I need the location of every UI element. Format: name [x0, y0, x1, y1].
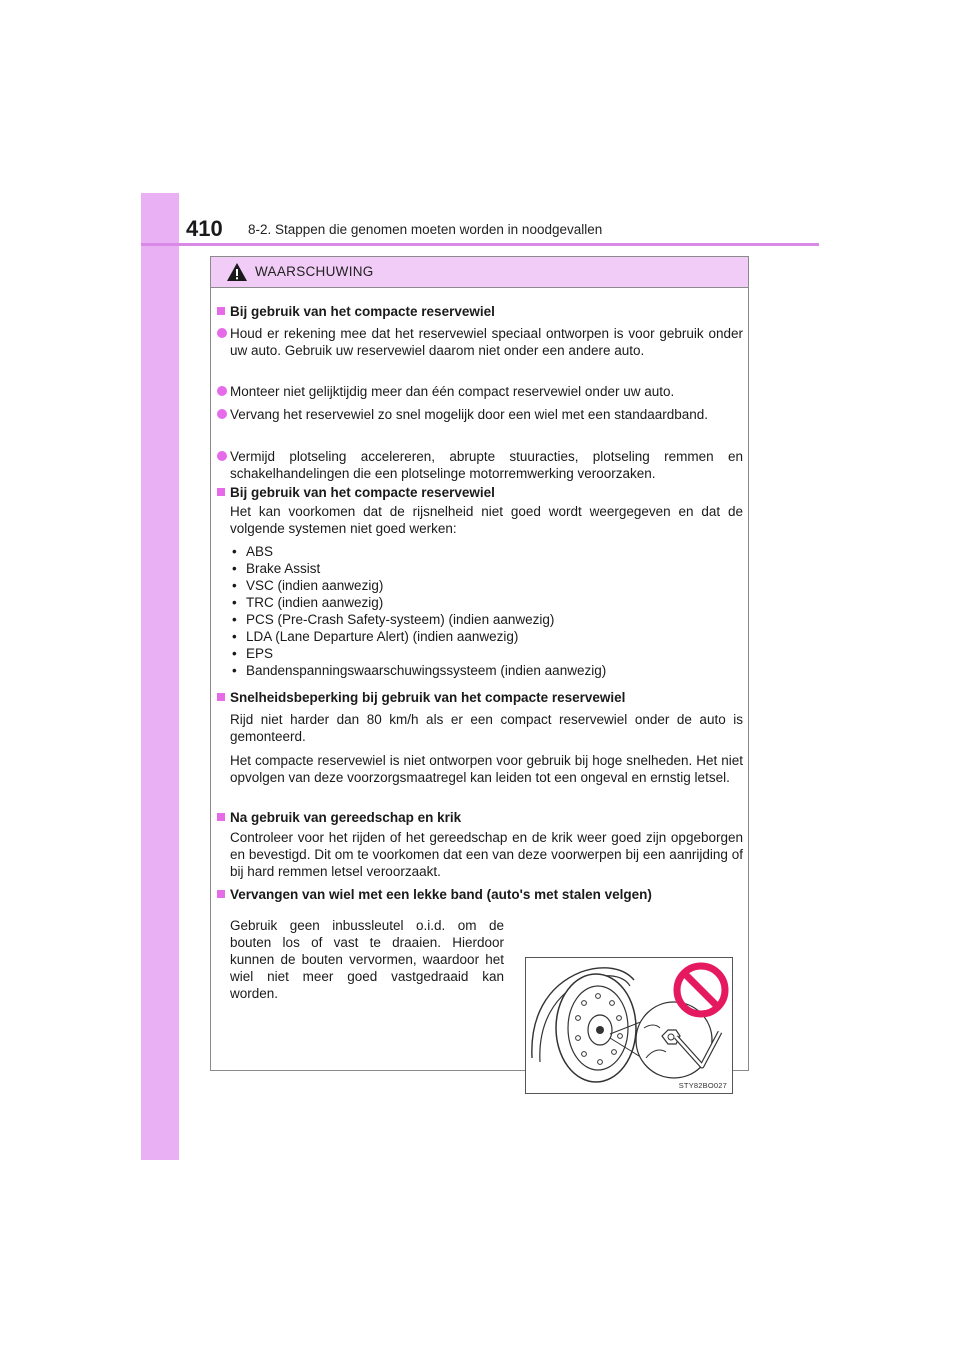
list-item: • Brake Assist [230, 560, 606, 577]
section-heading: Snelheidsbeperking bij gebruik van het compacte reservewiel [217, 689, 625, 706]
paragraph: Gebruik geen inbussleutel o.i.d. om de bouten los of vast te draaien. Hierdoor kunnen de bouten vervormen, waardoor het wiel niet meer goed vastgedraaid kan worden. [230, 918, 504, 1001]
square-bullet-icon [217, 693, 225, 701]
list-item: • VSC (indien aanwezig) [230, 577, 606, 594]
paragraph: Rijd niet harder dan 80 km/h als er een compact reservewiel onder de auto is gemonteerd. [230, 712, 743, 744]
list-item: • ABS [230, 543, 606, 560]
bullet-item: Vermijd plotseling accelereren, abrupte stuuracties, plotseling remmen en schakelhandelingen die een plotselinge motorremwerking veroorzaken. [217, 448, 743, 482]
list-item: • EPS [230, 645, 606, 662]
paragraph: Controleer voor het rijden of het gereedschap en de krik weer goed zijn opgeborgen en bevestigd. Dit om te voorkomen dat een van deze voorwerpen bij een aanrijding of bij hard remmen letsel veroorzaakt. [230, 830, 743, 879]
wheel-bolt-hex-key-illustration [526, 958, 732, 1093]
warning-title: WAARSCHUWING [255, 264, 374, 279]
section-heading: Na gebruik van gereedschap en krik [217, 809, 461, 826]
bullet-item: Monteer niet gelijktijdig meer dan één compact reservewiel onder uw auto. [217, 383, 743, 400]
section-heading: Bij gebruik van het compacte reservewiel [217, 303, 495, 320]
warning-box [210, 256, 749, 1090]
square-bullet-icon [217, 813, 225, 821]
paragraph: Het kan voorkomen dat de rijsnelheid niet goed wordt weergegeven en dat de volgende systemen niet goed werken: [230, 504, 743, 536]
bullet-item: Houd er rekening mee dat het reservewiel speciaal ontworpen is voor gebruik onder uw auto. Gebruik uw reservewiel daarom niet onder een andere auto. [217, 325, 743, 359]
list-item: • PCS (Pre-Crash Safety-systeem) (indien aanwezig) [230, 611, 606, 628]
header-rule [141, 243, 819, 246]
bullet-item: Vervang het reservewiel zo snel mogelijk door een wiel met een standaardband. [217, 406, 743, 423]
list-item: • TRC (indien aanwezig) [230, 594, 606, 611]
section-heading: Vervangen van wiel met een lekke band (auto's met stalen velgen) [217, 886, 652, 903]
circle-bullet-icon [217, 451, 227, 461]
system-list [230, 543, 606, 679]
square-bullet-icon [217, 307, 225, 315]
circle-bullet-icon [217, 328, 227, 338]
page-number: 410 [186, 216, 223, 241]
wheel-illustration [525, 957, 733, 1094]
circle-bullet-icon [217, 386, 227, 396]
chapter-side-tab [141, 193, 179, 1160]
section-heading: Bij gebruik van het compacte reservewiel [217, 484, 495, 501]
section-title: 8-2. Stappen die genomen moeten worden in noodgevallen [248, 222, 603, 237]
square-bullet-icon [217, 488, 225, 496]
square-bullet-icon [217, 890, 225, 898]
figure-code: STY82BO027 [678, 1081, 727, 1090]
warning-header [211, 257, 748, 288]
paragraph: Het compacte reservewiel is niet ontworpen voor gebruik bij hoge snelheden. Het niet opvolgen van deze voorzorgsmaatregel kan leiden tot een ongeval en ernstig letsel. [230, 753, 743, 785]
warning-triangle-icon [226, 262, 248, 282]
list-item: • Bandenspanningswaarschuwingssysteem (indien aanwezig) [230, 662, 606, 679]
circle-bullet-icon [217, 409, 227, 419]
list-item: • LDA (Lane Departure Alert) (indien aanwezig) [230, 628, 606, 645]
